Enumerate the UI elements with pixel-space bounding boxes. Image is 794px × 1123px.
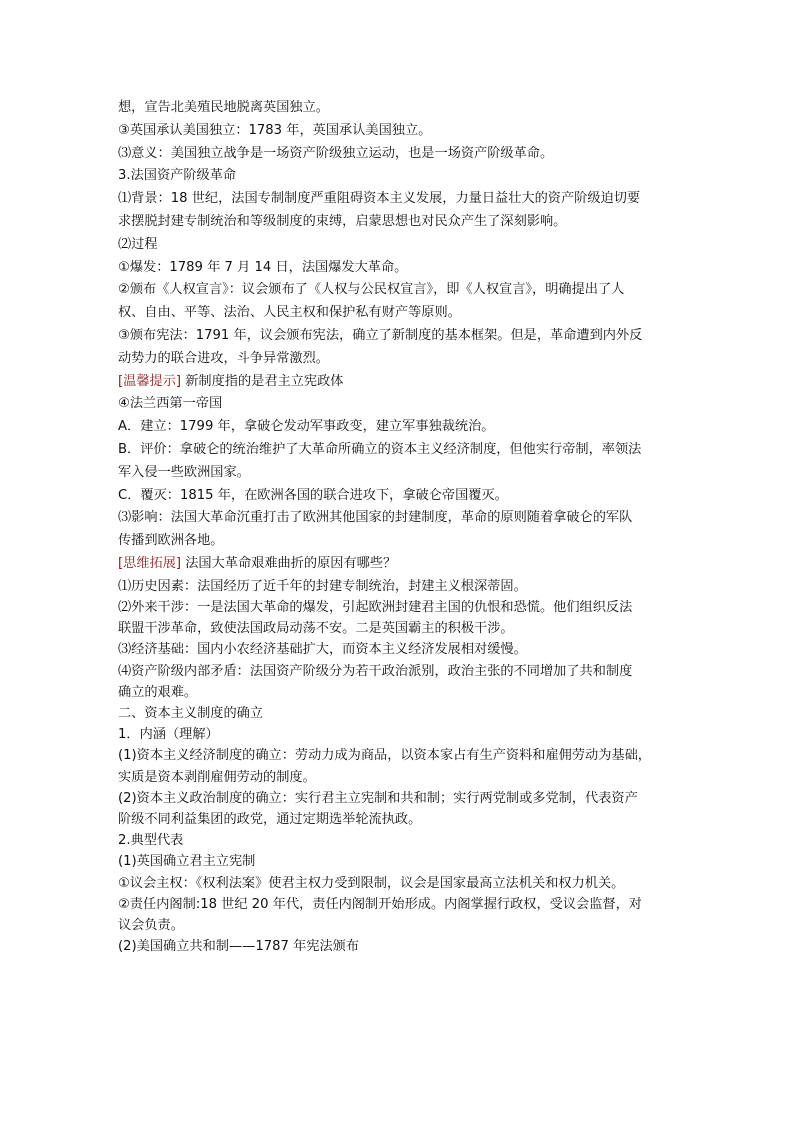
section-heading: 二、资本主义制度的确立 <box>118 705 264 721</box>
text-line: ⑶经济基础：国内小农经济基础扩大，而资本主义经济发展相对缓慢。 <box>118 642 527 658</box>
text-line: ③英国承认美国独立：1783 年，英国承认美国独立。 <box>118 122 432 138</box>
text-line: 军入侵一些欧洲国家。 <box>118 464 250 480</box>
section-heading: 3.法国资产阶级革命 <box>118 168 237 184</box>
thinking-extension-label: [思维拓展] <box>118 555 182 571</box>
subsection-heading: 2.典型代表 <box>118 833 184 849</box>
text-line: (1)资本主义经济制度的确立：劳动力成为商品，以资本家占有生产资料和雇佣劳动为基础， <box>118 748 651 764</box>
text-line: ②责任内阁制:18 世纪 20 年代，责任内阁制开始形成。内阁掌握行政权，受议会监督，对 <box>118 896 642 912</box>
thinking-extension-text: 法国大革命艰难曲折的原因有哪些？ <box>181 555 397 571</box>
subsection-heading: 1．内涵（理解） <box>118 727 219 743</box>
text-line: 实质是资本剥削雇佣劳动的制度。 <box>118 769 316 785</box>
subsection-heading: ④法兰西第一帝国 <box>118 396 223 412</box>
text-line: 求摆脱封建专制统治和等级制度的束缚，启蒙思想也对民众产生了深刻影响。 <box>118 213 567 229</box>
text-line: 议会负责。 <box>118 917 184 933</box>
text-line: 传播到欧洲各地。 <box>118 533 224 549</box>
text-line: ⑷资产阶级内部矛盾：法国资产阶级分为若干政治派别，政治主张的不同增加了共和制度 <box>118 663 633 679</box>
text-line: ⑶意义：美国独立战争是一场资产阶级独立运动，也是一场资产阶级革命。 <box>118 145 554 161</box>
text-line: ⑵外来干涉：一是法国大革命的爆发，引起欧洲封建君主国的仇恨和恐慌。他们组织反法 <box>118 599 633 615</box>
document-body <box>118 97 688 957</box>
text-line: 想，宣告北美殖民地脱离英国独立。 <box>118 100 329 115</box>
text-line: A．建立：1799 年，拿破仑发动军事政变，建立军事独裁统治。 <box>118 419 495 435</box>
text-line: C．覆灭：1815 年，在欧洲各国的联合进攻下，拿破仑帝国覆灭。 <box>118 487 508 503</box>
text-line: 阶级不同利益集团的政党，通过定期选举轮流执政。 <box>118 811 422 827</box>
warm-tip <box>118 371 688 394</box>
subsection-heading: (1)英国确立君主立宪制 <box>118 854 256 870</box>
text-line: ①爆发：1789 年 7 月 14 日，法国爆发大革命。 <box>118 259 408 275</box>
text-line: ⑴背景：18 世纪，法国专制制度严重阻碍资本主义发展，力量日益壮大的资产阶级迫切要 <box>118 191 641 207</box>
warm-tip-label: [温馨提示] <box>118 373 182 389</box>
text-line: ⑴历史因素：法国经历了近千年的封建专制统治，封建主义根深蒂固。 <box>118 578 527 594</box>
text-line: 权、自由、平等、法治、人民主权和保护私有财产等原则。 <box>118 305 461 321</box>
text-line: ⑶影响：法国大革命沉重打击了欧洲其他国家的封建制度，革命的原则随着拿破仑的军队 <box>118 510 633 526</box>
text-line: 确立的艰难。 <box>118 684 198 700</box>
subsection-heading: ⑵过程 <box>118 236 158 252</box>
text-line: B．评价：拿破仑的统治维护了大革命所确立的资本主义经济制度，但他实行帝制，率领法 <box>118 441 642 457</box>
subsection-heading: (2)美国确立共和制——1787 年宪法颁布 <box>118 939 360 955</box>
text-line: (2)资本主义政治制度的确立：实行君主立宪制和共和制；实行两党制或多党制，代表资产 <box>118 790 638 806</box>
thinking-extension <box>118 553 688 576</box>
warm-tip-text: 新制度指的是君主立宪政体 <box>181 373 344 389</box>
text-line: 联盟干涉革命，致使法国政局动荡不安。二是英国霸主的积极干涉。 <box>118 621 514 637</box>
text-line: 动势力的联合进攻，斗争异常激烈。 <box>118 350 329 366</box>
text-line: ①议会主权：《权利法案》使君主权力受到限制，议会是国家最高立法机关和权力机关。 <box>118 875 625 891</box>
text-line: ②颁布《人权宣言》：议会颁布了《人权与公民权宣言》，即《人权宣言》，明确提出了人 <box>118 282 625 298</box>
text-line: ③颁布宪法：1791 年，议会颁布宪法，确立了新制度的基本框架。但是，革命遭到内外反 <box>118 327 643 343</box>
